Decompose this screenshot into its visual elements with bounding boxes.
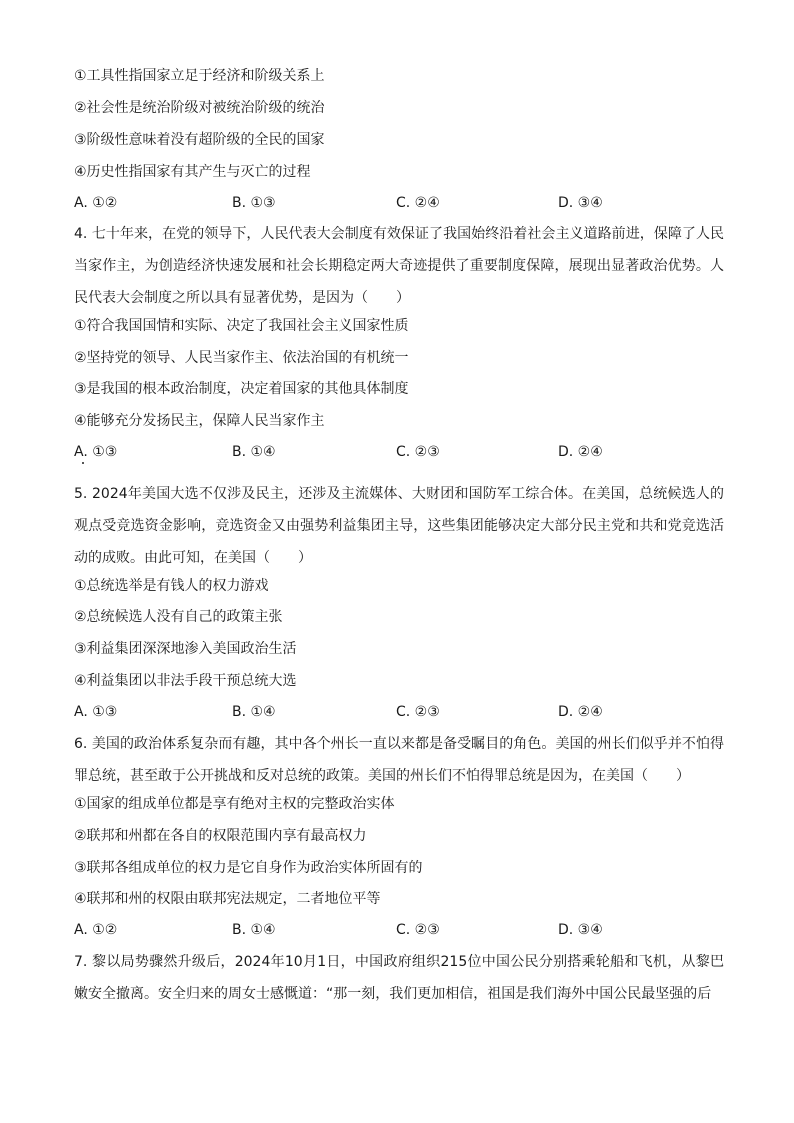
- q6-option-a: A. ①②: [74, 922, 118, 938]
- q5-item-3: ③利益集团深深地渗入美国政治生活: [74, 641, 297, 657]
- q3-item-1: ①工具性指国家立足于经济和阶级关系上: [74, 68, 325, 84]
- q6-option-b: B. ①④: [232, 922, 276, 938]
- q4-option-d: D. ②④: [558, 444, 603, 460]
- q5-item-1: ①总统选举是有钱人的权力游戏: [74, 578, 269, 594]
- q4-item-4: ④能够充分发扬民主，保障人民当家作主: [74, 413, 325, 429]
- q3-item-3: ③阶级性意味着没有超阶级的全民的国家: [74, 132, 325, 148]
- q3-item-4: ④历史性指国家有其产生与灭亡的过程: [74, 164, 311, 180]
- q6-item-4: ④联邦和州的权限由联邦宪法规定，二者地位平等: [74, 891, 381, 907]
- q4-item-1: ①符合我国国情和实际、决定了我国社会主义国家性质: [74, 318, 409, 334]
- q3-options: [74, 193, 724, 213]
- q5-item-4: ④利益集团以非法手段干预总统大选: [74, 673, 297, 689]
- q4-option-c: C. ②③: [396, 444, 440, 460]
- q4-stem: 4. 七十年来，在党的领导下，人民代表大会制度有效保证了我国始终沿着社会主义道路前进，保障了人民当家作主，为创造经济快速发展和社会长期稳定两大奇迹提供了重要制度保障，展现出显著政治优势。人民代表大会制度之所以具有显著优势，是因为（ ）: [74, 226, 724, 306]
- q5-options: [74, 702, 724, 722]
- q4-item-3: ③是我国的根本政治制度，决定着国家的其他具体制度: [74, 381, 409, 397]
- q4-options: [74, 442, 724, 462]
- q6-stem: 6. 美国的政治体系复杂而有趣，其中各个州长一直以来都是备受瞩目的角色。美国的州长们似乎并不怕得罪总统，甚至敢于公开挑战和反对总统的政策。美国的州长们不怕得罪总统是因为，在美国（ ）: [74, 736, 724, 784]
- q4-option-a: A. ①③: [74, 444, 118, 460]
- q6-item-1: ①国家的组成单位都是享有绝对主权的完整政治实体: [74, 796, 395, 812]
- stray-mark: [82, 462, 84, 464]
- q5-option-a: A. ①③: [74, 704, 118, 720]
- q6-options: [74, 920, 724, 940]
- q5-option-b: B. ①④: [232, 704, 276, 720]
- q6-item-2: ②联邦和州都在各自的权限范围内享有最高权力: [74, 828, 367, 844]
- q3-option-d: D. ③④: [558, 195, 603, 211]
- q6-item-3: ③联邦各组成单位的权力是它自身作为政治实体所固有的: [74, 860, 423, 876]
- q5-item-2: ②总统候选人没有自己的政策主张: [74, 609, 283, 625]
- q3-item-2: ②社会性是统治阶级对被统治阶级的统治: [74, 100, 325, 116]
- q5-option-c: C. ②③: [396, 704, 440, 720]
- q4-item-2: ②坚持党的领导、人民当家作主、依法治国的有机统一: [74, 350, 409, 366]
- q4-option-b: B. ①④: [232, 444, 276, 460]
- q5-stem: 5. 2024年美国大选不仅涉及民主，还涉及主流媒体、大财团和国防军工综合体。在美国，总统候选人的观点受竞选资金影响，竞选资金又由强势利益集团主导，这些集团能够决定大部分民主党和共和党竞选活动的成败。由此可知，在美国（ ）: [74, 486, 724, 566]
- q3-option-b: B. ①③: [232, 195, 276, 211]
- q7-stem: 7. 黎以局势骤然升级后，2024年10月1日，中国政府组织215位中国公民分别搭乘轮船和飞机，从黎巴嫩安全撤离。安全归来的周女士感慨道：“那一刻，我们更加相信，祖国是我们海外中国公民最坚强的后: [74, 954, 724, 1002]
- q6-option-c: C. ②③: [396, 922, 440, 938]
- q3-option-a: A. ①②: [74, 195, 118, 211]
- q6-option-d: D. ③④: [558, 922, 603, 938]
- q3-option-c: C. ②④: [396, 195, 440, 211]
- q5-option-d: D. ②④: [558, 704, 603, 720]
